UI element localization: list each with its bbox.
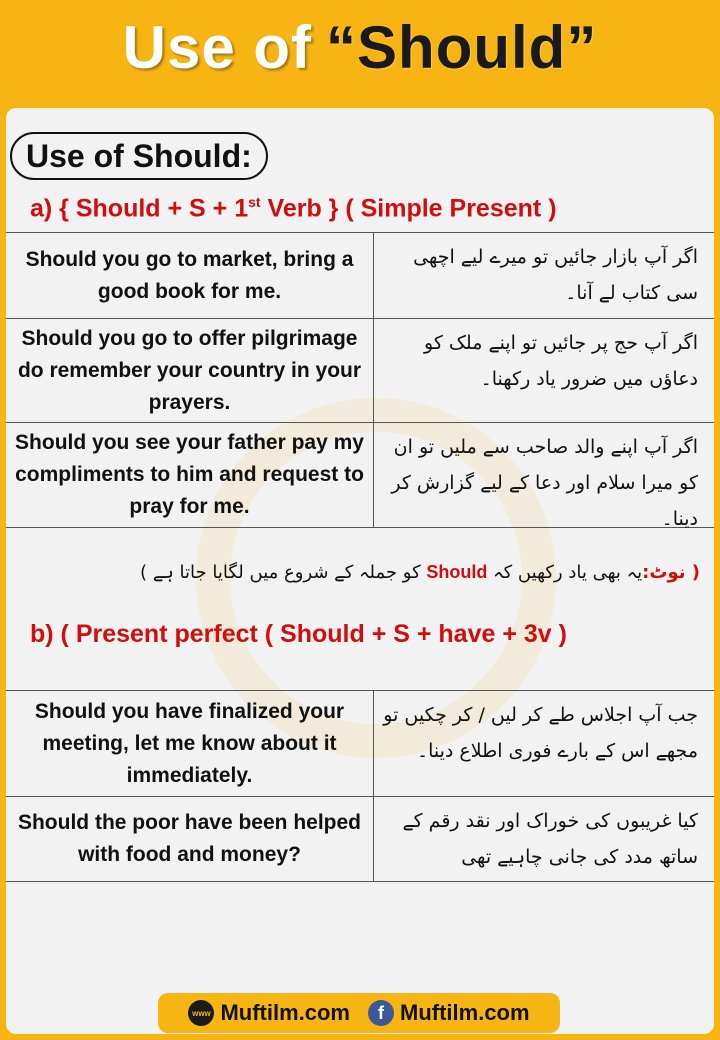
footer-bar — [158, 993, 560, 1033]
urdu-translation: اگر آپ اپنے والد صاحب سے ملیں تو ان کو میرا سلام اور دعا کے لیے گزارش کر دینا۔ — [391, 436, 698, 530]
note-text: ( نوٹ:یہ بھی یاد رکھیں کہ Should کو جملہ کے شروع میں لگایا جاتا ہے ) — [140, 562, 700, 583]
facebook-label: Muftilm.com — [400, 1000, 530, 1025]
website-label: Muftilm.com — [220, 1000, 350, 1025]
facebook-link[interactable] — [368, 1000, 530, 1026]
english-sentence: Should the poor have been helped with food and money? — [6, 797, 374, 881]
table-row — [6, 690, 714, 796]
header-title-prefix: Use of — [122, 13, 313, 81]
globe-icon: www — [188, 1000, 214, 1026]
urdu-translation: کیا غریبوں کی خوراک اور نقد رقم کے ساتھ مدد کی جانی چاہیے تھی — [402, 810, 698, 868]
website-link[interactable] — [188, 1000, 350, 1026]
subtitle-pill: Use of Should: — [10, 132, 268, 180]
english-sentence: Should you go to offer pilgrimage do remember your country in your prayers. — [6, 319, 374, 422]
urdu-translation: جب آپ اجلاس طے کر لیں / کر چکیں تو مجھے اس کے بارے فوری اطلاع دینا۔ — [383, 704, 698, 762]
section-a-heading: a) { Should + S + 1st Verb } ( Simple Present ) — [30, 194, 557, 223]
table-row — [6, 422, 714, 528]
page-header — [0, 0, 720, 94]
english-sentence: Should you see your father pay my compliments to him and request to pray for me. — [6, 423, 374, 527]
english-sentence: Should you have finalized your meeting, let me know about it immediately. — [6, 691, 374, 796]
urdu-translation: اگر آپ حج پر جائیں تو اپنے ملک کو دعاؤں میں ضرور یاد رکھنا۔ — [424, 332, 698, 390]
table-row — [6, 796, 714, 882]
header-title-word: “Should” — [326, 13, 598, 81]
table-row — [6, 232, 714, 318]
english-sentence: Should you go to market, bring a good book for me. — [6, 233, 374, 318]
facebook-icon: f — [368, 1000, 394, 1026]
urdu-translation: اگر آپ بازار جائیں تو میرے لیے اچھی سی کتاب لے آنا۔ — [413, 246, 698, 304]
table-row — [6, 318, 714, 422]
section-b-heading: b) ( Present perfect ( Should + S + have + 3v ) — [30, 620, 567, 648]
